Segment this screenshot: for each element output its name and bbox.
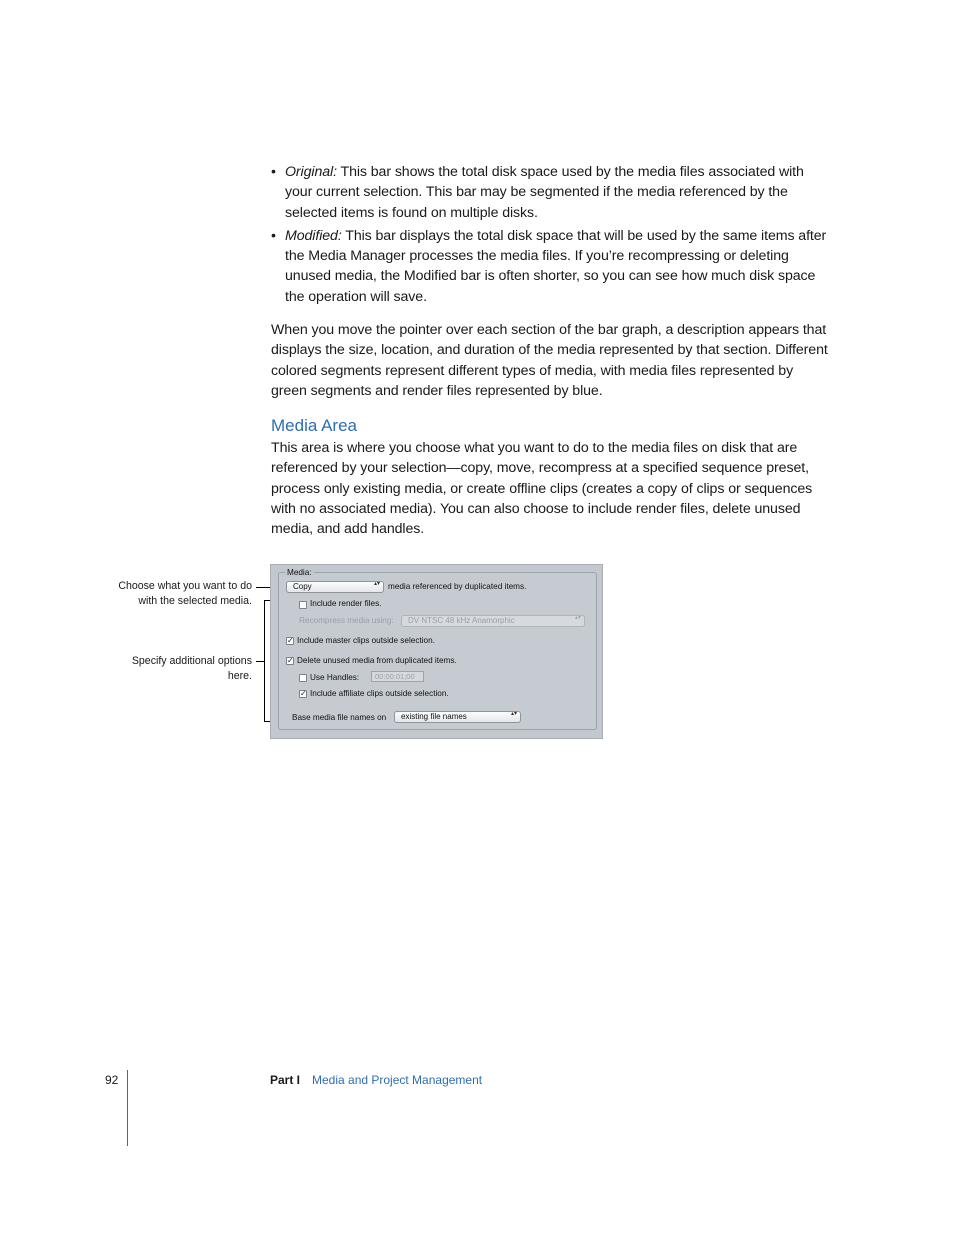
base-names-label: Base media file names on [292, 713, 387, 722]
popup-arrows-icon: ▴▾ [574, 615, 581, 621]
base-names-value: existing file names [401, 712, 467, 721]
bullet-marker: • [271, 227, 276, 244]
use-handles-label: Use Handles: [310, 673, 360, 682]
media-group-label: Media: [287, 568, 312, 577]
media-action-popup[interactable] [286, 581, 384, 593]
callout-specify: Specify additional options here. [131, 655, 252, 682]
include-affiliate-checkbox[interactable] [299, 690, 307, 698]
callout-choose: Choose what you want to do with the selected media. [118, 580, 252, 607]
popup-arrows-icon: ▴▾ [510, 711, 517, 717]
page-number: 92 [105, 1073, 119, 1087]
recompress-value: DV NTSC 48 kHz Anamorphic [408, 616, 515, 625]
bullet-list [271, 162, 831, 310]
section-heading: Media Area [271, 416, 357, 435]
include-render-label: Include render files. [310, 599, 382, 608]
bullet-text: This bar shows the total disk space used by the media files associated with your current selection. This bar may be segmented if the media referenced by the selected items is found on multiple disks. [285, 164, 804, 221]
callout-bracket [264, 600, 265, 721]
include-master-checkbox[interactable] [286, 637, 294, 645]
body-paragraph: This area is where you choose what you want to do to the media files on disk that are referenced by your selection—copy, move, recompress at a specified sequence preset, process only existing media, or create offline clips (creates a copy of clips or sequences with no associated media). You can also choose to include render files, delete unused media, and add handles. [271, 440, 813, 538]
bullet-text: This bar displays the total disk space that will be used by the same items after the Media Manager processes the media files. If you’re recompressing or deleting unused media, the Modified bar is often shorter, so you can see how much disk space the operation will save. [285, 227, 827, 305]
bullet-marker: • [271, 164, 276, 180]
bullet-term: Modified: [285, 227, 342, 244]
include-render-checkbox[interactable] [299, 601, 307, 609]
use-handles-checkbox[interactable] [299, 674, 307, 682]
base-names-popup[interactable] [394, 711, 521, 723]
list-item [271, 226, 831, 307]
footer-title: Media and Project Management [312, 1073, 483, 1087]
media-group-box [278, 572, 597, 730]
delete-unused-label: Delete unused media from duplicated items. [297, 656, 457, 665]
include-affiliate-label: Include affiliate clips outside selection. [310, 689, 449, 698]
list-item [271, 162, 831, 223]
handles-duration-field[interactable]: 00:00:01;00 [371, 671, 424, 682]
footer-part: Part I [270, 1073, 301, 1087]
media-action-description: media referenced by duplicated items. [388, 582, 527, 591]
recompress-label: Recompress media using: [299, 616, 394, 625]
body-paragraph: When you move the pointer over each section of the bar graph, a description appears that displays the size, location, and duration of the media represented by that section. Different colored segments represent different types of media, with media files represented by green segments and render files represented by blue. [271, 322, 828, 399]
include-master-label: Include master clips outside selection. [297, 636, 435, 645]
checkmark-icon: ✓ [287, 656, 294, 665]
media-action-value: Copy [293, 582, 312, 591]
footer-rule [127, 1070, 128, 1146]
callout-leader-line [256, 661, 264, 662]
checkmark-icon: ✓ [287, 636, 294, 645]
delete-unused-checkbox[interactable] [286, 657, 294, 665]
popup-arrows-icon: ▴▾ [373, 581, 380, 587]
recompress-popup[interactable] [401, 615, 585, 627]
bullet-term: Original: [285, 164, 337, 180]
checkmark-icon: ✓ [300, 689, 307, 698]
